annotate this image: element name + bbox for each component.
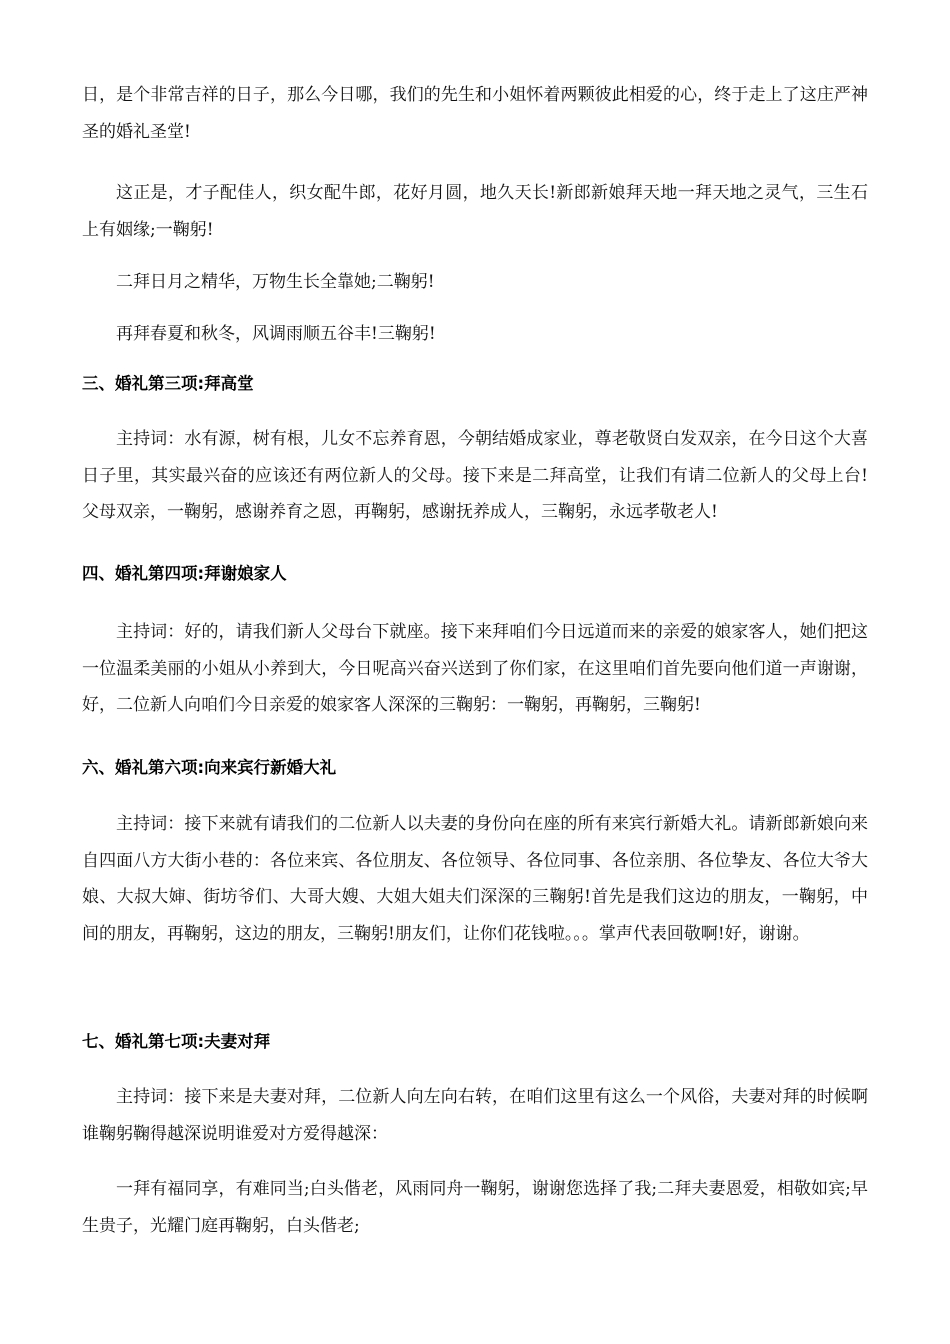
section-heading-7 — [82, 1030, 868, 1054]
section-heading-text: 六、婚礼第六项:向来宾行新婚大礼 — [82, 758, 337, 777]
paragraph-section-7 — [82, 1079, 868, 1152]
document-page — [82, 0, 868, 1344]
paragraph-text: 再拜春夏和秋冬，风调雨顺五谷丰!三鞠躬! — [116, 324, 436, 344]
section-heading-text: 四、婚礼第四项:拜谢娘家人 — [82, 564, 287, 583]
paragraph-text: 这正是，才子配佳人，织女配牛郎，花好月圆，地久天长!新郎新娘拜天地一拜天地之灵气，三生石上有姻缘;一鞠躬! — [82, 183, 868, 240]
paragraph-opening — [82, 77, 868, 150]
paragraph-section-6 — [82, 806, 868, 952]
paragraph-er-bai — [82, 264, 868, 301]
section-heading-text: 七、婚礼第七项:夫妻对拜 — [82, 1032, 271, 1051]
section-heading-3 — [82, 372, 868, 396]
section-heading-text: 三、婚礼第三项:拜高堂 — [82, 374, 254, 393]
paragraph-text: 二拜日月之精华，万物生长全靠她;二鞠躬! — [116, 272, 435, 292]
section-heading-6 — [82, 756, 868, 780]
paragraph-text: 一拜有福同享，有难同当;白头偕老，风雨同舟一鞠躬，谢谢您选择了我;二拜夫妻恩爱，相敬如宾;早生贵子，光耀门庭再鞠躬，白头偕老; — [82, 1179, 868, 1236]
paragraph-yi-bai — [82, 1171, 868, 1244]
paragraph-text: 主持词：接下来就有请我们的二位新人以夫妻的身份向在座的所有来宾行新婚大礼。请新郎新娘向来自四面八方大街小巷的：各位来宾、各位朋友、各位领导、各位同事、各位亲朋、各位挚友、各位大爷大娘、大叔大婶、街坊爷们、大哥大嫂、大姐大姐夫们深深的三鞠躬!首先是我们这边的朋友，一鞠躬，中间的朋友，再鞠躬，这边的朋友，三鞠躬!朋友们，让你们花钱啦。。。掌声代表回敬啊!好，谢谢。 — [82, 814, 868, 944]
section-heading-4 — [82, 562, 868, 586]
paragraph-text: 主持词：好的，请我们新人父母台下就座。接下来拜咱们今日远道而来的亲爱的娘家客人，她们把这一位温柔美丽的小姐从小养到大，今日呢高兴奋兴送到了你们家，在这里咱们首先要向他们道一声谢谢，好，二位新人向咱们今日亲爱的娘家客人深深的三鞠躬：一鞠躬，再鞠躬，三鞠躬! — [82, 622, 868, 715]
paragraph-text: 日，是个非常吉祥的日子，那么今日哪，我们的先生和小姐怀着两颗彼此相爱的心，终于走上了这庄严神圣的婚礼圣堂! — [82, 85, 868, 142]
paragraph-section-3 — [82, 421, 868, 531]
paragraph-text: 主持词：水有源，树有根，儿女不忘养育恩，今朝结婚成家业，尊老敬贤白发双亲，在今日这个大喜日子里，其实最兴奋的应该还有两位新人的父母。接下来是二拜高堂，让我们有请二位新人的父母上台!父母双亲，一鞠躬，感谢养育之恩，再鞠躬，感谢抚养成人，三鞠躬，永远孝敬老人! — [82, 429, 868, 522]
paragraph-zai-bai — [82, 316, 868, 353]
paragraph-text: 主持词：接下来是夫妻对拜，二位新人向左向右转，在咱们这里有这么一个风俗，夫妻对拜的时候啊谁鞠躬鞠得越深说明谁爱对方爱得越深： — [82, 1087, 868, 1144]
paragraph-section-4 — [82, 614, 868, 724]
paragraph-bai-tiandi — [82, 175, 868, 248]
